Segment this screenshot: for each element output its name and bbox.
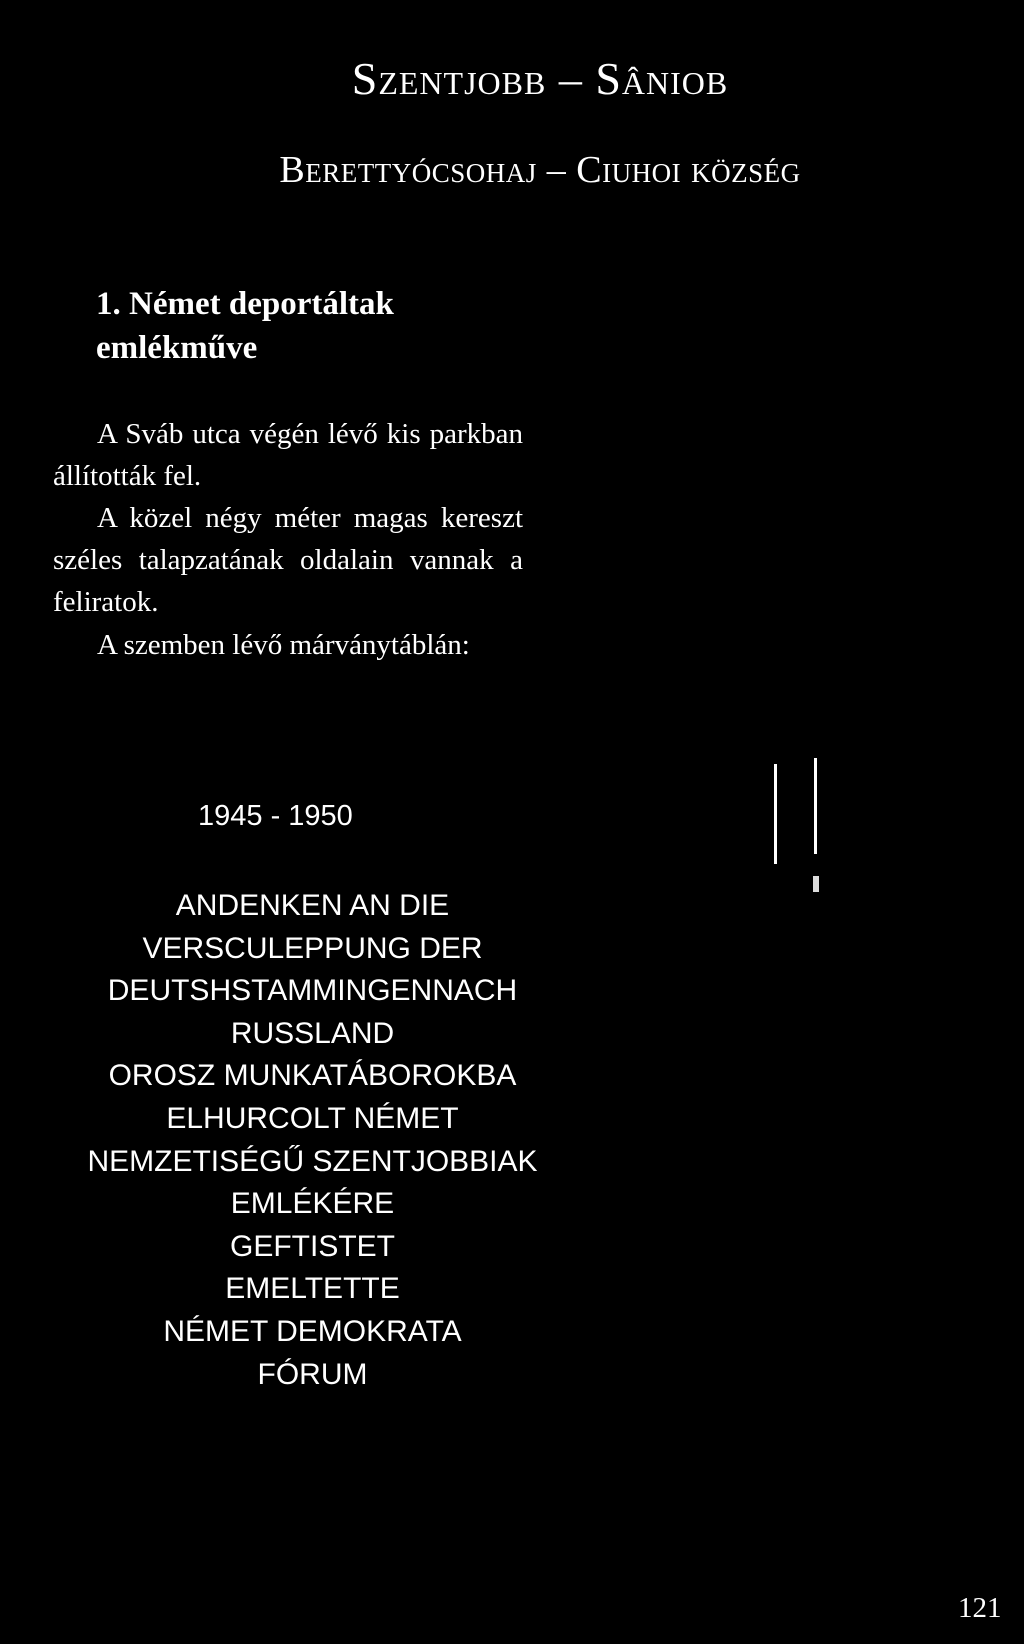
- page-number: 121: [958, 1592, 1002, 1624]
- inscription-line: ANDENKEN AN DIE: [175, 889, 450, 922]
- inscription-line: NEMZETISÉGŰ SZENTJOBBIAK: [87, 1144, 538, 1178]
- inscription-line: EMELTETTE: [225, 1272, 400, 1306]
- margin-mark-line: [814, 758, 817, 854]
- plaque-inscription: [40, 885, 585, 1396]
- inscription-line: OROSZ MUNKATÁBOROKBA: [108, 1059, 517, 1093]
- paragraph-plaque-intro: A szemben lévő márványtáblán:: [97, 629, 470, 661]
- margin-marks: [766, 758, 826, 898]
- margin-mark-fragment: [813, 876, 819, 892]
- page-subtitle: Berettyócsohaj – Ciuhoi község: [279, 149, 801, 191]
- paragraph-location: A Sváb utca végén lévő kis parkban állították fel.: [53, 418, 523, 492]
- inscription-line: EMLÉKÉRE: [230, 1187, 395, 1221]
- paragraph-description: A közel négy méter magas kereszt széles talapzatának oldalain vannak a feliratok.: [53, 502, 523, 618]
- inscription-line: ELHURCOLT NÉMET: [166, 1101, 459, 1135]
- page-title: Szentjobb – Sâniob: [351, 53, 729, 104]
- section-heading-line-1: 1. Német deportáltak: [96, 286, 394, 322]
- inscription-line: VERSCULEPPUNG DER: [142, 931, 483, 965]
- inscription-line: NÉMET DEMOKRATA: [163, 1314, 462, 1348]
- section-heading-line-2: emlékműve: [96, 330, 258, 366]
- inscription-line: FÓRUM: [257, 1357, 368, 1391]
- inscription-line: DEUTSHSTAMMINGENNACH: [107, 974, 518, 1008]
- inscription-line: GEFTISTET: [230, 1229, 395, 1263]
- plaque-years: 1945 - 1950: [198, 800, 353, 832]
- margin-mark-line: [774, 764, 777, 864]
- inscription-line: RUSSLAND: [230, 1016, 395, 1050]
- section-heading: [96, 282, 516, 370]
